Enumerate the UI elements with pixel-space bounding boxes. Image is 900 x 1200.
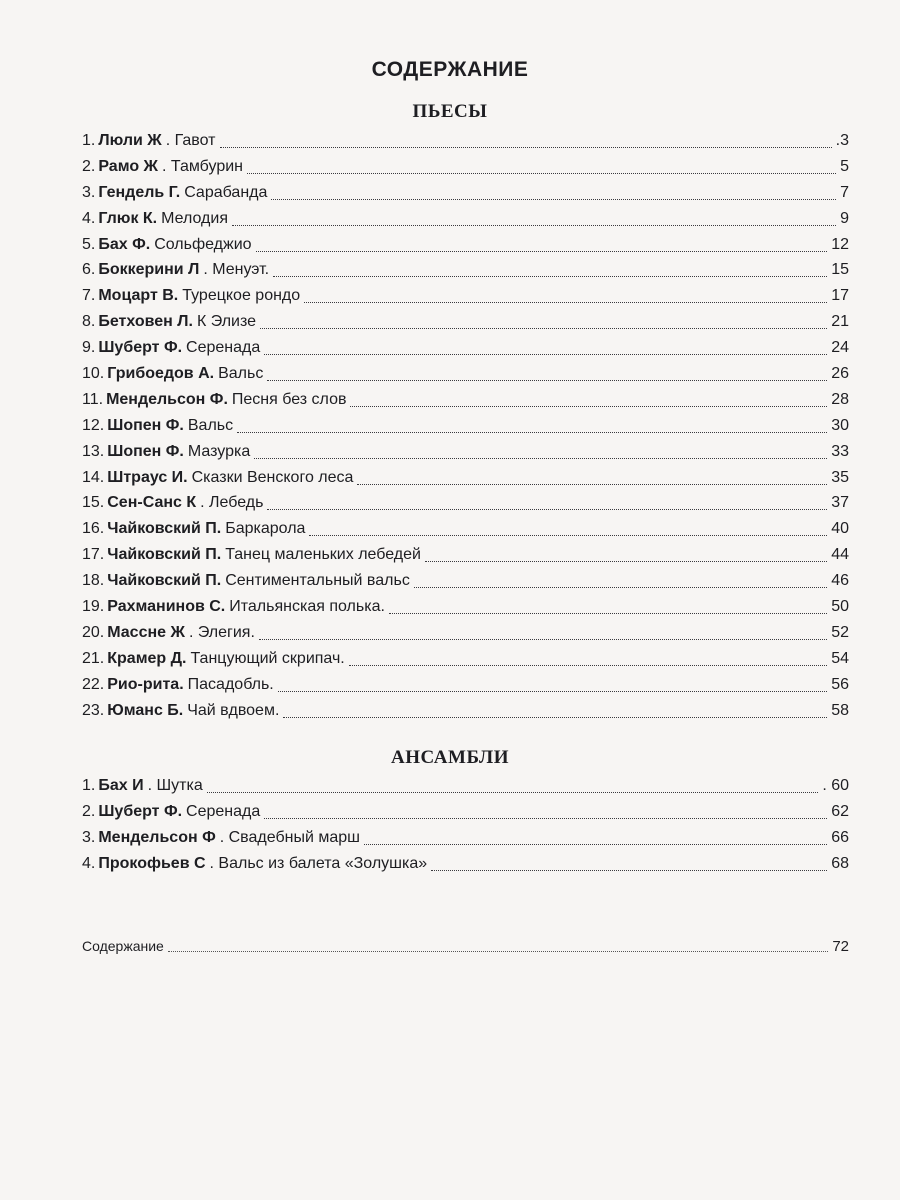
entry-title: К Элизе	[196, 313, 257, 331]
dot-leader	[254, 457, 827, 459]
entry-number: 9.	[82, 339, 96, 357]
entry-author: Боккерини Л	[98, 261, 200, 279]
dot-leader	[207, 791, 819, 793]
entry-author: Крамер Д.	[107, 649, 187, 667]
entry-number: 1.	[82, 777, 96, 794]
toc-entry	[82, 773, 849, 799]
dot-leader	[264, 817, 827, 819]
entry-author: Шопен Ф.	[107, 416, 184, 434]
toc-entry	[82, 542, 849, 568]
entry-title: Танец маленьких лебедей	[225, 546, 421, 564]
entry-number: 1.	[82, 132, 96, 149]
toc-entry	[82, 154, 849, 180]
dot-leader	[256, 250, 828, 252]
dot-leader	[350, 405, 827, 407]
dot-leader	[260, 327, 827, 329]
page-title: СОДЕРЖАНИЕ	[371, 58, 529, 81]
dot-leader	[264, 353, 827, 355]
entry-number: 20.	[82, 623, 105, 641]
entry-page-number: .3	[835, 132, 849, 149]
entry-author: Шуберт Ф.	[98, 339, 183, 357]
toc-entry	[82, 568, 849, 594]
entry-page-number: 24	[831, 339, 849, 357]
toc-entry	[82, 698, 849, 724]
dot-leader	[267, 508, 827, 510]
toc-entry	[82, 646, 849, 672]
dot-leader	[304, 301, 827, 303]
toc-entry	[82, 283, 849, 309]
entry-author: Мендельсон Ф.	[106, 390, 228, 408]
entry-title: Турецкое рондо	[182, 287, 301, 305]
entry-author: Люли Ж	[98, 132, 162, 149]
toc-list-ensembles	[82, 773, 849, 877]
entry-page-number: 30	[831, 416, 849, 434]
entry-number: 2.	[82, 802, 96, 820]
entry-number: 18.	[82, 572, 105, 590]
entry-author: Рио-рита.	[107, 675, 184, 693]
entry-number: 4.	[82, 209, 96, 227]
entry-number: 3.	[82, 828, 96, 846]
entry-page-number: 58	[831, 701, 849, 719]
entry-title: Вальс	[218, 365, 264, 383]
entry-author: Бетховен Л.	[98, 313, 193, 331]
entry-title: Сентиментальный вальс	[225, 572, 410, 590]
entry-number: 7.	[82, 287, 96, 305]
entry-page-number: 21	[831, 313, 849, 331]
toc-entry	[82, 620, 849, 646]
footer-page-number: 72	[832, 938, 849, 955]
entry-title: Танцующий скрипач.	[190, 649, 345, 667]
dot-leader	[414, 586, 827, 588]
entry-title: Пасадобль.	[187, 675, 274, 693]
entry-title: Мазурка	[187, 442, 251, 460]
entry-page-number: 40	[831, 520, 849, 538]
dot-leader	[364, 843, 827, 845]
dot-leader	[220, 146, 832, 148]
entry-page-number: 37	[831, 494, 849, 512]
entry-title: . Элегия.	[188, 623, 255, 641]
entry-page-number: 52	[831, 623, 849, 641]
entry-author: Шопен Ф.	[107, 442, 184, 460]
entry-title: . Менуэт.	[203, 261, 270, 279]
entry-author: Юманс Б.	[107, 701, 184, 719]
toc-entry	[82, 413, 849, 439]
entry-page-number: 12	[831, 235, 849, 253]
entry-number: 10.	[82, 365, 105, 383]
entry-page-number: 66	[831, 828, 849, 846]
entry-author: Бах И	[98, 777, 144, 794]
dot-leader	[357, 483, 827, 485]
toc-entry	[82, 387, 849, 413]
entry-number: 2.	[82, 157, 96, 175]
toc-entry	[82, 180, 849, 206]
entry-number: 19.	[82, 598, 105, 616]
dot-leader	[267, 379, 827, 381]
entry-title: Вальс	[187, 416, 234, 434]
entry-author: Мендельсон Ф	[98, 828, 216, 846]
entry-page-number: 15	[831, 261, 849, 279]
entry-author: Прокофьев С	[98, 854, 206, 872]
entry-number: 14.	[82, 468, 105, 486]
entry-number: 12.	[82, 416, 105, 434]
entry-page-number: 50	[831, 598, 849, 616]
entry-author: Моцарт В.	[98, 287, 179, 305]
entry-page-number: 28	[831, 390, 849, 408]
toc-entry	[82, 465, 849, 491]
entry-author: Чайковский П.	[107, 546, 222, 564]
dot-leader	[247, 172, 836, 174]
toc-entry	[82, 335, 849, 361]
entry-number: 21.	[82, 649, 105, 667]
entry-page-number: 33	[831, 442, 849, 460]
toc-entry	[82, 516, 849, 542]
entry-page-number: 62	[831, 802, 849, 820]
entry-number: 23.	[82, 701, 105, 719]
dot-leader	[349, 664, 827, 666]
entry-title: . Вальс из балета «Золушка»	[209, 854, 428, 872]
entry-page-number: . 60	[822, 777, 849, 794]
dot-leader	[425, 560, 827, 562]
entry-page-number: 5	[840, 157, 849, 175]
toc-entry	[82, 490, 849, 516]
entry-title: Чай вдвоем.	[187, 701, 280, 719]
dot-leader	[271, 198, 836, 200]
entry-author: Гендель Г.	[98, 183, 181, 201]
entry-author: Глюк К.	[98, 209, 158, 227]
entry-title: . Лебедь	[200, 494, 264, 512]
entry-number: 4.	[82, 854, 96, 872]
entry-author: Чайковский П.	[107, 572, 222, 590]
entry-title: . Шутка	[147, 777, 203, 794]
entry-number: 13.	[82, 442, 105, 460]
entry-author: Шуберт Ф.	[98, 802, 183, 820]
section-heading-ensembles: АНСАМБЛИ	[391, 747, 509, 768]
entry-number: 5.	[82, 235, 96, 253]
entry-page-number: 68	[831, 854, 849, 872]
entry-number: 16.	[82, 520, 105, 538]
entry-page-number: 46	[831, 572, 849, 590]
entry-title: . Гавот	[165, 132, 216, 149]
dot-leader	[259, 638, 827, 640]
entry-title: Мелодия	[161, 209, 228, 227]
entry-number: 3.	[82, 183, 96, 201]
toc-entry	[82, 309, 849, 335]
toc-entry	[82, 257, 849, 283]
entry-title: Сольфеджио	[154, 235, 252, 253]
toc-list-pieces	[82, 128, 849, 723]
entry-page-number: 9	[840, 209, 849, 227]
entry-number: 11.	[82, 390, 104, 408]
dot-leader	[273, 275, 827, 277]
entry-author: Штраус И.	[107, 468, 188, 486]
entry-number: 17.	[82, 546, 105, 564]
footer-label: Содержание	[82, 938, 164, 954]
entry-page-number: 54	[831, 649, 849, 667]
toc-entry	[82, 594, 849, 620]
entry-author: Рахманинов С.	[107, 598, 226, 616]
entry-number: 22.	[82, 675, 105, 693]
entry-page-number: 44	[831, 546, 849, 564]
toc-entry	[82, 672, 849, 698]
entry-title: Сказки Венского леса	[191, 468, 354, 486]
entry-author: Бах Ф.	[98, 235, 151, 253]
entry-author: Грибоедов А.	[107, 365, 215, 383]
toc-entry	[82, 232, 849, 258]
entry-number: 6.	[82, 261, 96, 279]
entry-title: Сарабанда	[184, 183, 268, 201]
entry-author: Чайковский П.	[107, 520, 222, 538]
dot-leader	[232, 224, 836, 226]
toc-entry	[82, 439, 849, 465]
dot-leader	[168, 950, 828, 952]
entry-title: . Свадебный марш	[219, 828, 360, 846]
toc-entry	[82, 825, 849, 851]
dot-leader	[283, 716, 827, 718]
toc-entry	[82, 361, 849, 387]
dot-leader	[278, 690, 827, 692]
toc-entry	[82, 128, 849, 154]
entry-title: . Тамбурин	[162, 157, 243, 175]
toc-entry	[82, 799, 849, 825]
entry-title: Баркарола	[225, 520, 306, 538]
entry-page-number: 7	[840, 183, 849, 201]
entry-page-number: 17	[831, 287, 849, 305]
dot-leader	[389, 612, 827, 614]
entry-page-number: 35	[831, 468, 849, 486]
entry-title: Серенада	[186, 339, 261, 357]
entry-title: Итальянская полька.	[229, 598, 385, 616]
entry-author: Рамо Ж	[98, 157, 159, 175]
entry-page-number: 56	[831, 675, 849, 693]
dot-leader	[431, 869, 827, 871]
entry-title: Песня без слов	[231, 390, 347, 408]
entry-number: 8.	[82, 313, 96, 331]
entry-number: 15.	[82, 494, 105, 512]
entry-author: Сен-Санс К	[107, 494, 197, 512]
entry-author: Массне Ж	[107, 623, 185, 641]
toc-entry	[82, 851, 849, 877]
section-heading-pieces: ПЬЕСЫ	[412, 101, 488, 122]
dot-leader	[237, 431, 827, 433]
dot-leader	[309, 534, 827, 536]
toc-entry	[82, 206, 849, 232]
entry-page-number: 26	[831, 365, 849, 383]
toc-footer-row	[82, 933, 849, 959]
entry-title: Серенада	[186, 802, 261, 820]
